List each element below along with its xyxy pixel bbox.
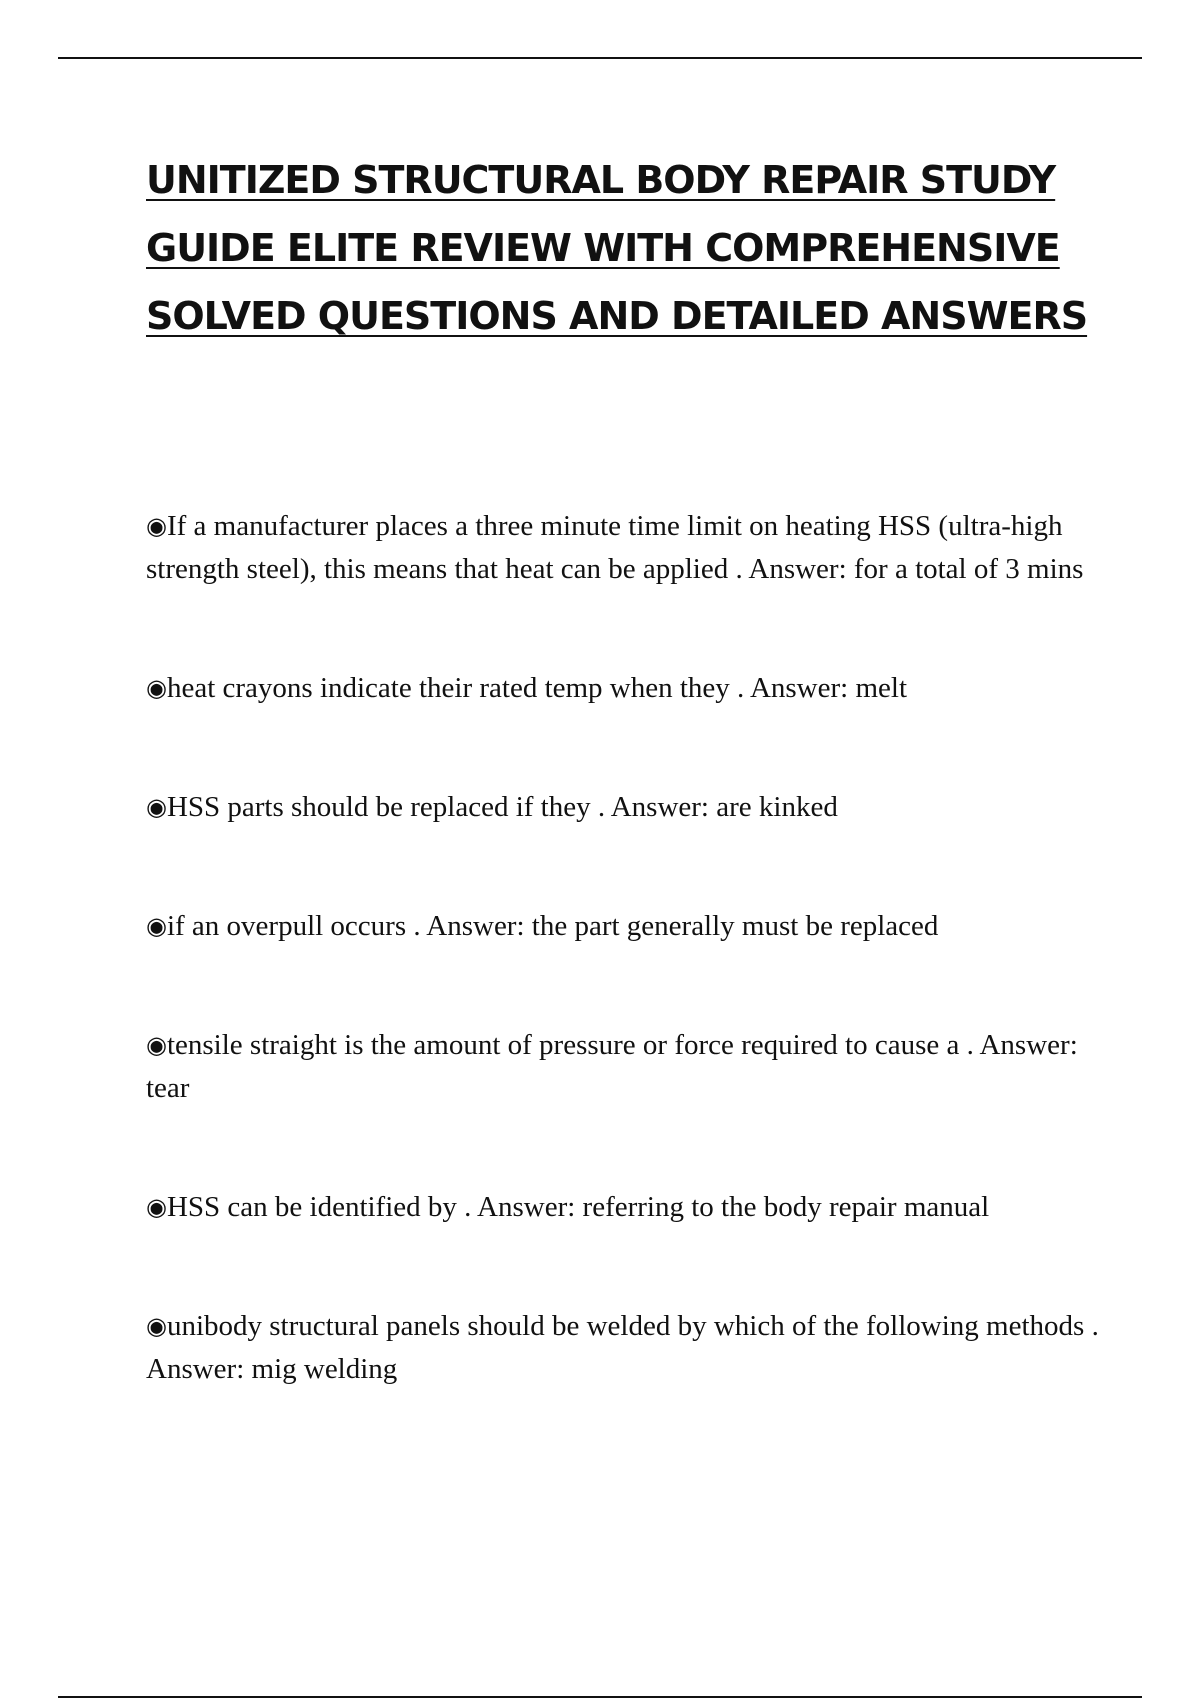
title-line-3: SOLVED QUESTIONS AND DETAILED ANSWERS — [146, 294, 1088, 338]
document-title — [146, 146, 1146, 350]
qa-item-5 — [146, 1024, 1106, 1110]
bottom-divider — [58, 1696, 1142, 1698]
qa-item-text: if an overpull occurs . Answer: the part generally must be replaced — [166, 910, 939, 942]
qa-item-text: unibody structural panels should be welded by which of the following methods . Answer: mig welding — [146, 1310, 1099, 1385]
qa-item-2 — [146, 667, 1106, 710]
question-answer-list — [146, 505, 1106, 1391]
bullet-icon: ◉ — [146, 912, 167, 940]
top-divider — [58, 57, 1142, 59]
title-line-2: GUIDE ELITE REVIEW WITH COMPREHENSIVE — [146, 226, 1060, 270]
bullet-icon: ◉ — [146, 1031, 167, 1059]
qa-item-4 — [146, 905, 1106, 948]
qa-item-text: If a manufacturer places a three minute time limit on heating HSS (ultra-high strength steel), this means that heat can be applied . Answer: for a total of 3 mins — [146, 510, 1084, 585]
qa-item-text: HSS can be identified by . Answer: referring to the body repair manual — [166, 1191, 990, 1223]
bullet-icon: ◉ — [146, 1312, 167, 1340]
qa-item-1 — [146, 505, 1106, 591]
bullet-icon: ◉ — [146, 793, 167, 821]
qa-item-3 — [146, 786, 1106, 829]
qa-item-text: HSS parts should be replaced if they . Answer: are kinked — [166, 791, 838, 823]
bullet-icon: ◉ — [146, 512, 167, 540]
qa-item-text: heat crayons indicate their rated temp when they . Answer: melt — [166, 672, 908, 704]
qa-item-text: tensile straight is the amount of pressure or force required to cause a . Answer: tear — [146, 1029, 1078, 1104]
qa-item-7 — [146, 1305, 1106, 1391]
title-line-1: UNITIZED STRUCTURAL BODY REPAIR STUDY — [146, 158, 1056, 202]
bullet-icon: ◉ — [146, 1193, 167, 1221]
qa-item-6 — [146, 1186, 1106, 1229]
bullet-icon: ◉ — [146, 674, 167, 702]
